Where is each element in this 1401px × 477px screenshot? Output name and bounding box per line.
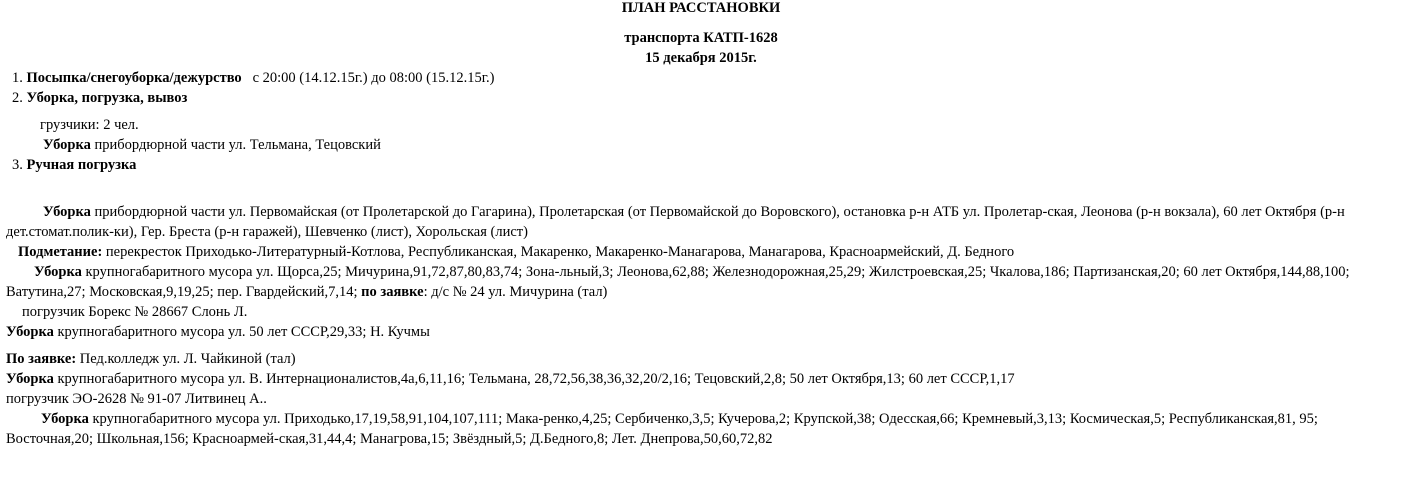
section3-p9-bold: Уборка [41,411,89,427]
section3-paragraph-1 [6,202,1396,242]
loader-borex: погрузчик Борекс № 28667 Слонь Л. [22,304,248,320]
item-1-heading: Посыпка/снегоуборка/дежурство [26,70,242,86]
section3-paragraph-3 [6,262,1396,302]
section3-p6-text: Пед.колледж ул. Л. Чайкиной (тал) [76,351,296,367]
section3-p7-text: крупногабаритного мусора ул. В. Интернационалистов,4а,6,11,16; Тельмана, 28,72,56,38,36,32,20/2,16; Тецовский,2,8; 50 лет Октября,13; 60 лет СССР,1,17 [53,371,1015,387]
section3-p5-text: крупногабаритного мусора ул. 50 лет СССР,29,33; Н. Кучмы [53,324,430,340]
item-3 [6,155,1396,175]
item-2-number: 2. [12,90,23,106]
section3-p1-text: прибордюрной части ул. Первомайская (от Пролетарской до Гагарина), Пролетарская (от Первомайской до Воровского), остановка р-н АТБ ул. Пролетар-ская, Леонова (р-н вокзала), 60 лет Октября (р-н дет.стомат.полик-ки), Гер. Бреста (р-н гаражей), Шевченко (лист), Хорольская (лист) [6,204,1345,240]
loader-eo: погрузчик ЭО-2628 № 91-07 Литвинец А.. [6,391,267,407]
section3-p2-bold: Подметание: [18,244,103,260]
section2-task-text: прибордюрной части ул. Тельмана, Тецовский [90,137,381,153]
section3-paragraph-6 [6,349,1396,369]
section3-paragraph-9 [6,409,1396,449]
item-3-number: 3. [12,157,23,173]
loaders-count: грузчики: 2 чел. [40,117,139,133]
item-1-time: с 20:00 (14.12.15г.) до 08:00 (15.12.15г.) [241,70,495,86]
section3-p3-bold: Уборка [34,264,82,280]
section3-p1-bold: Уборка [43,204,91,220]
section3-p3-bold2: по заявке [361,284,424,300]
item-1-number: 1. [12,70,23,86]
section3-paragraph-7 [6,369,1396,389]
item-2-heading: Уборка, погрузка, вывоз [26,90,188,106]
item-2 [6,88,1396,108]
section2-task [6,135,1396,155]
document [6,0,1396,449]
item-1 [6,68,1396,88]
section3-paragraph-5 [6,322,1396,342]
document-subtitle-date: 15 декабря 2015г. [645,50,757,66]
section3-p7-bold: Уборка [6,371,54,387]
section3-p2-text: перекресток Приходько-Литературный-Котлова, Республиканская, Макаренко, Макаренко-Манагарова, Манагарова, Красноармейский, Д. Бедного [102,244,1015,260]
section3-p9-text: крупногабаритного мусора ул. Приходько,17,19,58,91,104,107,111; Мака-ренко,4,25; Сербиченко,3,5; Кучерова,2; Крупской,38; Одесская,66; Кремневый,3,13; Космическая,5; Республиканская,81, 95; Восточная,20; Школьная,156; Красноармей-ская,31,44,4; Манагрова,15; Звёздный,5; Д.Бедного,8; Лет. Днепрова,50,60,72,82 [6,411,1318,447]
section2-task-bold: Уборка [43,137,91,153]
section3-p5-bold: Уборка [6,324,54,340]
item-3-heading: Ручная погрузка [26,157,137,173]
document-subtitle-transport: транспорта КАТП-1628 [624,30,778,46]
document-title: ПЛАН РАССТАНОВКИ [621,0,781,16]
section3-p3-text2: : д/с № 24 ул. Мичурина (тал) [423,284,608,300]
section3-p6-bold: По заявке: [6,351,77,367]
section3-p3-text: крупногабаритного мусора ул. Щорса,25; Мичурина,91,72,87,80,83,74; Зона-льный,3; Леонова,62,88; Железнодорожная,25,29; Жилстроевская,25; Чкалова,186; Партизанская,20; 60 лет Октября,144,88,100; Ватутина,27; Московская,9,19,25; пер. Гвардейский,7,14; [6,264,1350,300]
section3-paragraph-2 [6,242,1396,262]
